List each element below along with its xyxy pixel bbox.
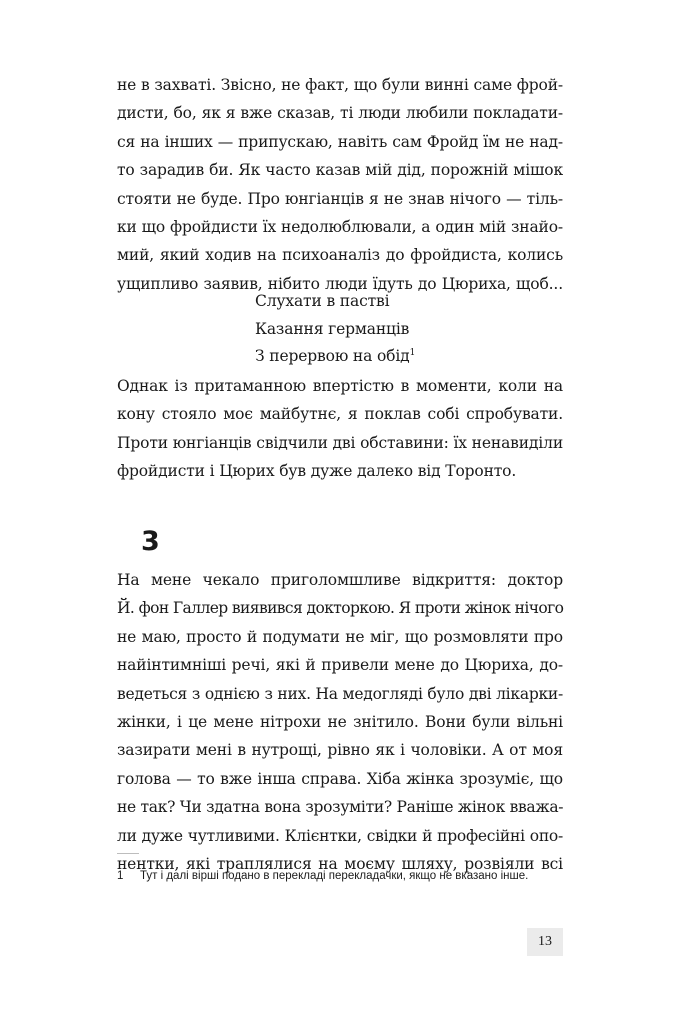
text-line: жінки, і це мене нітрохи не знітило. Вони були вільні — [117, 713, 563, 732]
verse-line-text: З перервою на обід — [255, 347, 410, 365]
verse-line: Слухати в пастві — [255, 292, 390, 310]
text-line: зазирати мені в нутрощі, рівно як і чоловіки. А от моя — [117, 741, 563, 760]
paragraph-3 — [117, 566, 563, 878]
text-line: На мене чекало приголомшливе відкриття: доктор — [117, 571, 563, 589]
footnote-text: Тут і далі вірші подано в перекладі перекладачки, якщо не вказано інше. — [140, 870, 529, 882]
text-line: ведеться з однією з них. На медогляді було дві лікарки- — [117, 684, 563, 703]
text-line: мий, який ходив на психоаналіз до фройдиста, колись — [117, 246, 563, 265]
text-line: не так? Чи здатна вона зрозуміти? Раніше жінок вважа- — [117, 798, 564, 817]
page-number: 13 — [527, 928, 563, 956]
footnote-reference[interactable]: 1 — [409, 347, 416, 358]
text-line: ущипливо заявив, нібито люди їдуть до Цюриха, щоб... — [117, 274, 563, 293]
paragraph-1 — [117, 71, 563, 298]
text-line: ки що фройдисти їх недолюблювали, а один мій знайо- — [117, 218, 563, 237]
text-line: Однак із притаманною впертістю в моменти, коли на — [117, 377, 563, 395]
footnote-divider — [117, 853, 139, 854]
text-line: Й. фон Галлер виявився докторкою. Я проти жінок нічого — [117, 599, 564, 618]
footnote-number: 1 — [117, 870, 124, 882]
text-line: не в захваті. Звісно, не факт, що були винні саме фрой- — [117, 76, 563, 94]
verse-block — [255, 288, 415, 371]
chapter-number: 3 — [141, 526, 160, 557]
text-line: стояти не буде. Про юнгіанців я не знав нічого — тіль- — [117, 189, 563, 208]
text-line: не маю, просто й подумати не міг, що розмовляти про — [117, 627, 563, 646]
verse-line: Казання германців — [255, 319, 410, 338]
text-line: ли дуже чутливими. Клієнтки, свідки й професійні опо- — [117, 826, 563, 845]
text-line: кону стояло моє майбутнє, я поклав собі спробувати. — [117, 405, 563, 424]
paragraph-2 — [117, 372, 563, 486]
text-line: ся на інших — припускаю, навіть сам Фройд їм не над- — [117, 132, 563, 151]
text-line: найінтимніші речі, які й привели мене до Цюриха, до- — [117, 656, 563, 675]
text-line: дисти, бо, як я вже сказав, ті люди любили покладати- — [117, 104, 563, 123]
text-line: Проти юнгіанців свідчили дві обставини: їх ненавиділи — [117, 433, 563, 452]
text-line: нентки, які траплялися на моєму шляху, розвіяли всі — [117, 855, 563, 874]
text-line: голова — то вже інша справа. Хіба жінка зрозуміє, що — [117, 769, 563, 788]
verse-line-with-footnote — [255, 343, 415, 371]
text-line: то зарадив би. Як часто казав мій дід, порожній мішок — [117, 161, 563, 180]
text-line: фройдисти і Цюрих був дуже далеко від Торонто. — [117, 462, 517, 481]
